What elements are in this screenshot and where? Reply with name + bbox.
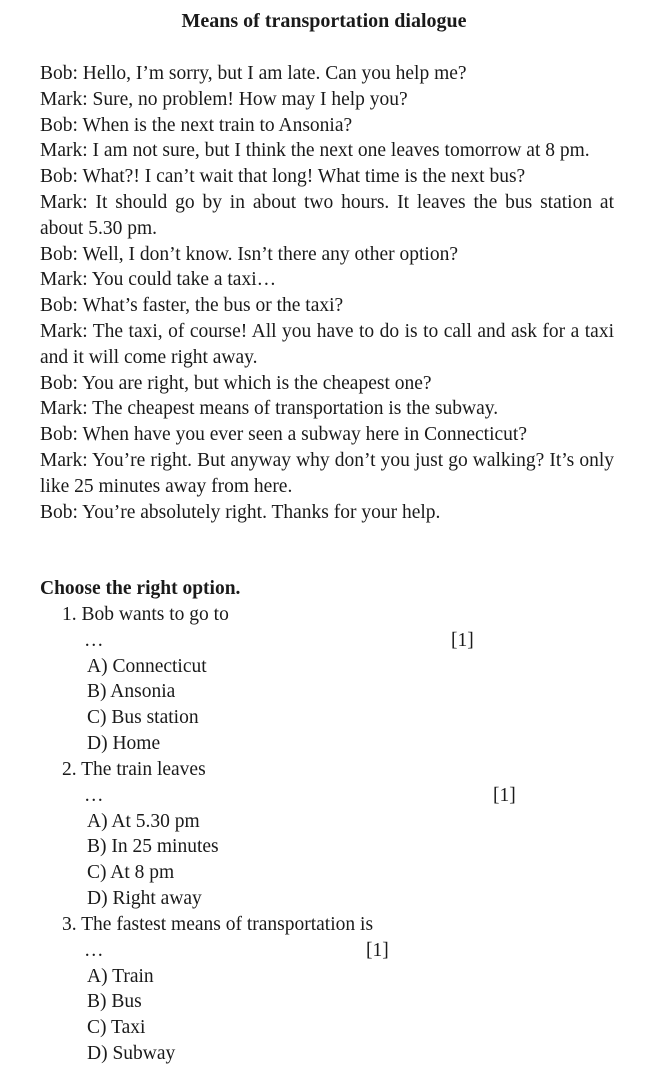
ellipsis: …	[84, 784, 104, 806]
option-a: A) At 5.30 pm	[87, 810, 200, 832]
mark-value: [1]	[493, 784, 516, 806]
answer-blank	[62, 938, 389, 964]
mark-value: [1]	[451, 629, 474, 651]
dialogue-line: Bob: You are right, but which is the cheapest one?	[40, 372, 432, 394]
dialogue-line: Bob: You’re absolutely right. Thanks for your help.	[40, 501, 441, 523]
option-a: A) Connecticut	[87, 655, 207, 677]
answer-blank	[62, 628, 474, 654]
option-b: B) Bus	[87, 991, 142, 1013]
option-d: D) Home	[87, 732, 161, 754]
instruction-heading: Choose the right option.	[40, 578, 241, 599]
dialogue-line: Bob: Hello, I’m sorry, but I am late. Can you help me?	[40, 63, 467, 84]
dialogue-line: Bob: Well, I don’t know. Isn’t there any other option?	[40, 243, 458, 265]
question-stem: 1. Bob wants to go to	[62, 604, 229, 625]
option-c: C) Bus station	[87, 707, 199, 729]
dialogue-line: Bob: What’s faster, the bus or the taxi?	[40, 295, 344, 317]
answer-blank	[62, 783, 516, 809]
dialogue-line: Mark: You could take a taxi…	[40, 269, 277, 291]
dialogue-line: Mark: I am not sure, but I think the next one leaves tomorrow at 8 pm.	[40, 140, 590, 162]
dialogue-line: Mark: Sure, no problem! How may I help you?	[40, 88, 408, 110]
dialogue-line: Bob: What?! I can’t wait that long! What time is the next bus?	[40, 166, 526, 188]
dialogue-line: Mark: The cheapest means of transportation is the subway.	[40, 398, 499, 420]
question-3	[62, 912, 389, 1067]
option-c: C) Taxi	[87, 1017, 146, 1039]
question-stem: 2. The train leaves	[62, 759, 206, 780]
dialogue-line: Bob: When have you ever seen a subway here in Connecticut?	[40, 424, 527, 446]
ellipsis: …	[84, 629, 104, 651]
option-b: B) Ansonia	[87, 681, 176, 703]
dialogue-text	[40, 61, 614, 525]
option-a: A) Train	[87, 965, 154, 987]
dialogue-line: Mark: You’re right. But anyway why don’t you just go walking? It’s only like 25 minutes away from here.	[40, 449, 614, 497]
mark-value: [1]	[366, 939, 389, 961]
question-2	[62, 757, 516, 912]
option-d: D) Subway	[87, 1042, 176, 1064]
dialogue-line: Mark: It should go by in about two hours. It leaves the bus station at about 5.30 pm.	[40, 191, 614, 239]
dialogue-line: Mark: The taxi, of course! All you have to do is to call and ask for a taxi and it will come right away.	[40, 320, 614, 368]
question-1	[62, 602, 474, 757]
option-d: D) Right away	[87, 887, 202, 909]
page-title: Means of transportation dialogue	[181, 10, 467, 32]
dialogue-line: Bob: When is the next train to Ansonia?	[40, 114, 353, 136]
ellipsis: …	[84, 939, 104, 961]
question-stem: 3. The fastest means of transportation is	[62, 914, 374, 935]
option-b: B) In 25 minutes	[87, 836, 219, 858]
option-c: C) At 8 pm	[87, 862, 175, 884]
